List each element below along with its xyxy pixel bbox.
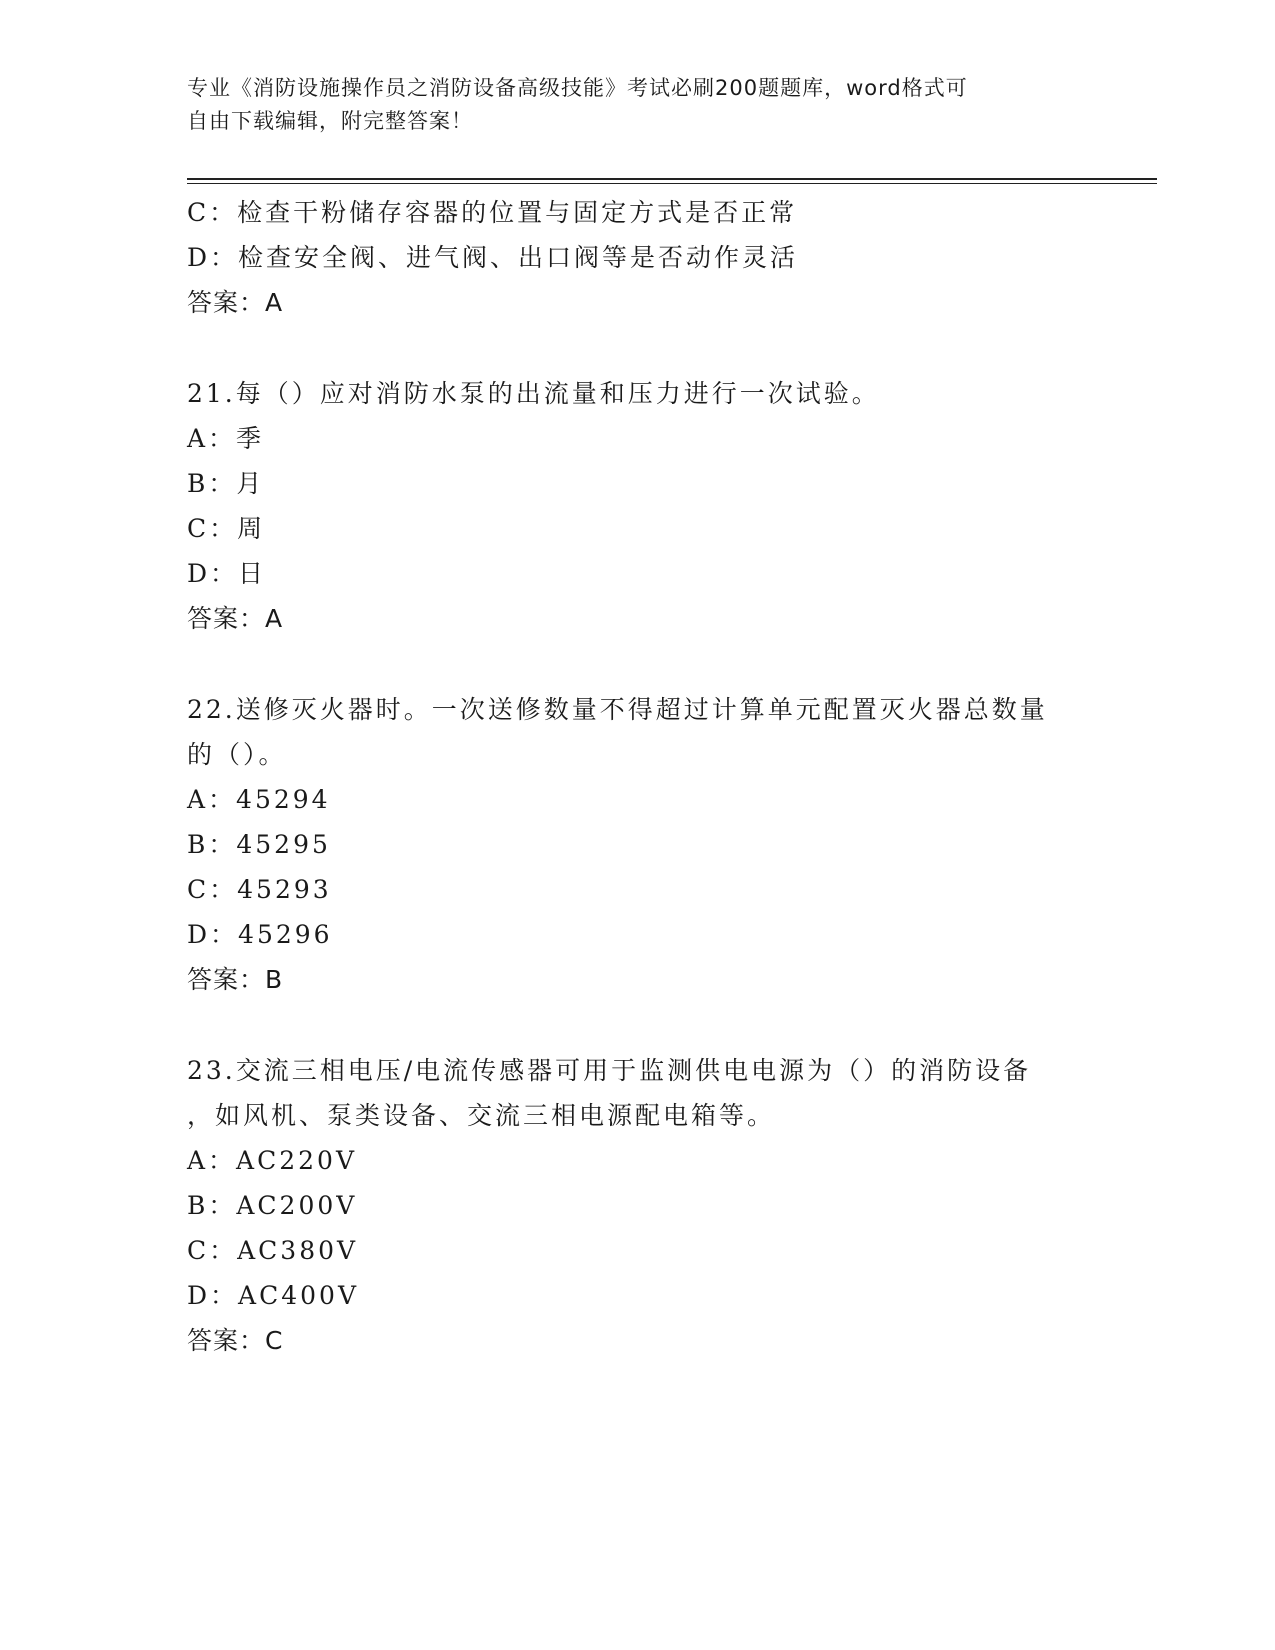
option-d: D：检查安全阀、进气阀、出口阀等是否动作灵活 [187, 243, 799, 272]
option-b: B：月 [187, 469, 265, 498]
header-divider-thick [187, 178, 1157, 180]
option-c: C：周 [187, 514, 266, 543]
answer: 答案：B [187, 965, 284, 994]
option-b: B：45295 [187, 830, 331, 859]
header-line-2: 自由下载编辑，附完整答案！ [187, 109, 473, 133]
document-header [187, 72, 1087, 138]
answer: 答案：C [187, 1326, 284, 1355]
answer: 答案：A [187, 604, 284, 633]
header-line-1: 专业《消防设施操作员之消防设备高级技能》考试必刷200题题库，word格式可 [187, 76, 968, 100]
question-text-line-2: ，如风机、泵类设备、交流三相电源配电箱等。 [187, 1101, 776, 1130]
question-block-23 [187, 1048, 1087, 1363]
option-b: B：AC200V [187, 1191, 358, 1220]
question-block-21 [187, 371, 1087, 641]
question-block-22 [187, 687, 1087, 1002]
option-c: C：AC380V [187, 1236, 359, 1265]
question-text: 21.每（）应对消防水泵的出流量和压力进行一次试验。 [187, 379, 880, 408]
question-list [187, 190, 1087, 1363]
question-text-line-1: 23.交流三相电压/电流传感器可用于监测供电电源为（）的消防设备 [187, 1056, 1032, 1085]
option-a: A：季 [187, 424, 265, 453]
option-a: A：45294 [187, 785, 331, 814]
option-d: D：AC400V [187, 1281, 359, 1310]
option-d: D：日 [187, 559, 267, 588]
option-c: C：45293 [187, 875, 332, 904]
question-block-prev [187, 190, 1087, 325]
option-d: D：45296 [187, 920, 333, 949]
header-divider-thin [187, 183, 1157, 184]
option-c: C：检查干粉储存容器的位置与固定方式是否正常 [187, 198, 798, 227]
option-a: A：AC220V [187, 1146, 358, 1175]
question-text-line-1: 22.送修灭火器时。一次送修数量不得超过计算单元配置灭火器总数量 [187, 695, 1048, 724]
answer: 答案：A [187, 288, 284, 317]
question-text-line-2: 的（）。 [187, 740, 287, 769]
